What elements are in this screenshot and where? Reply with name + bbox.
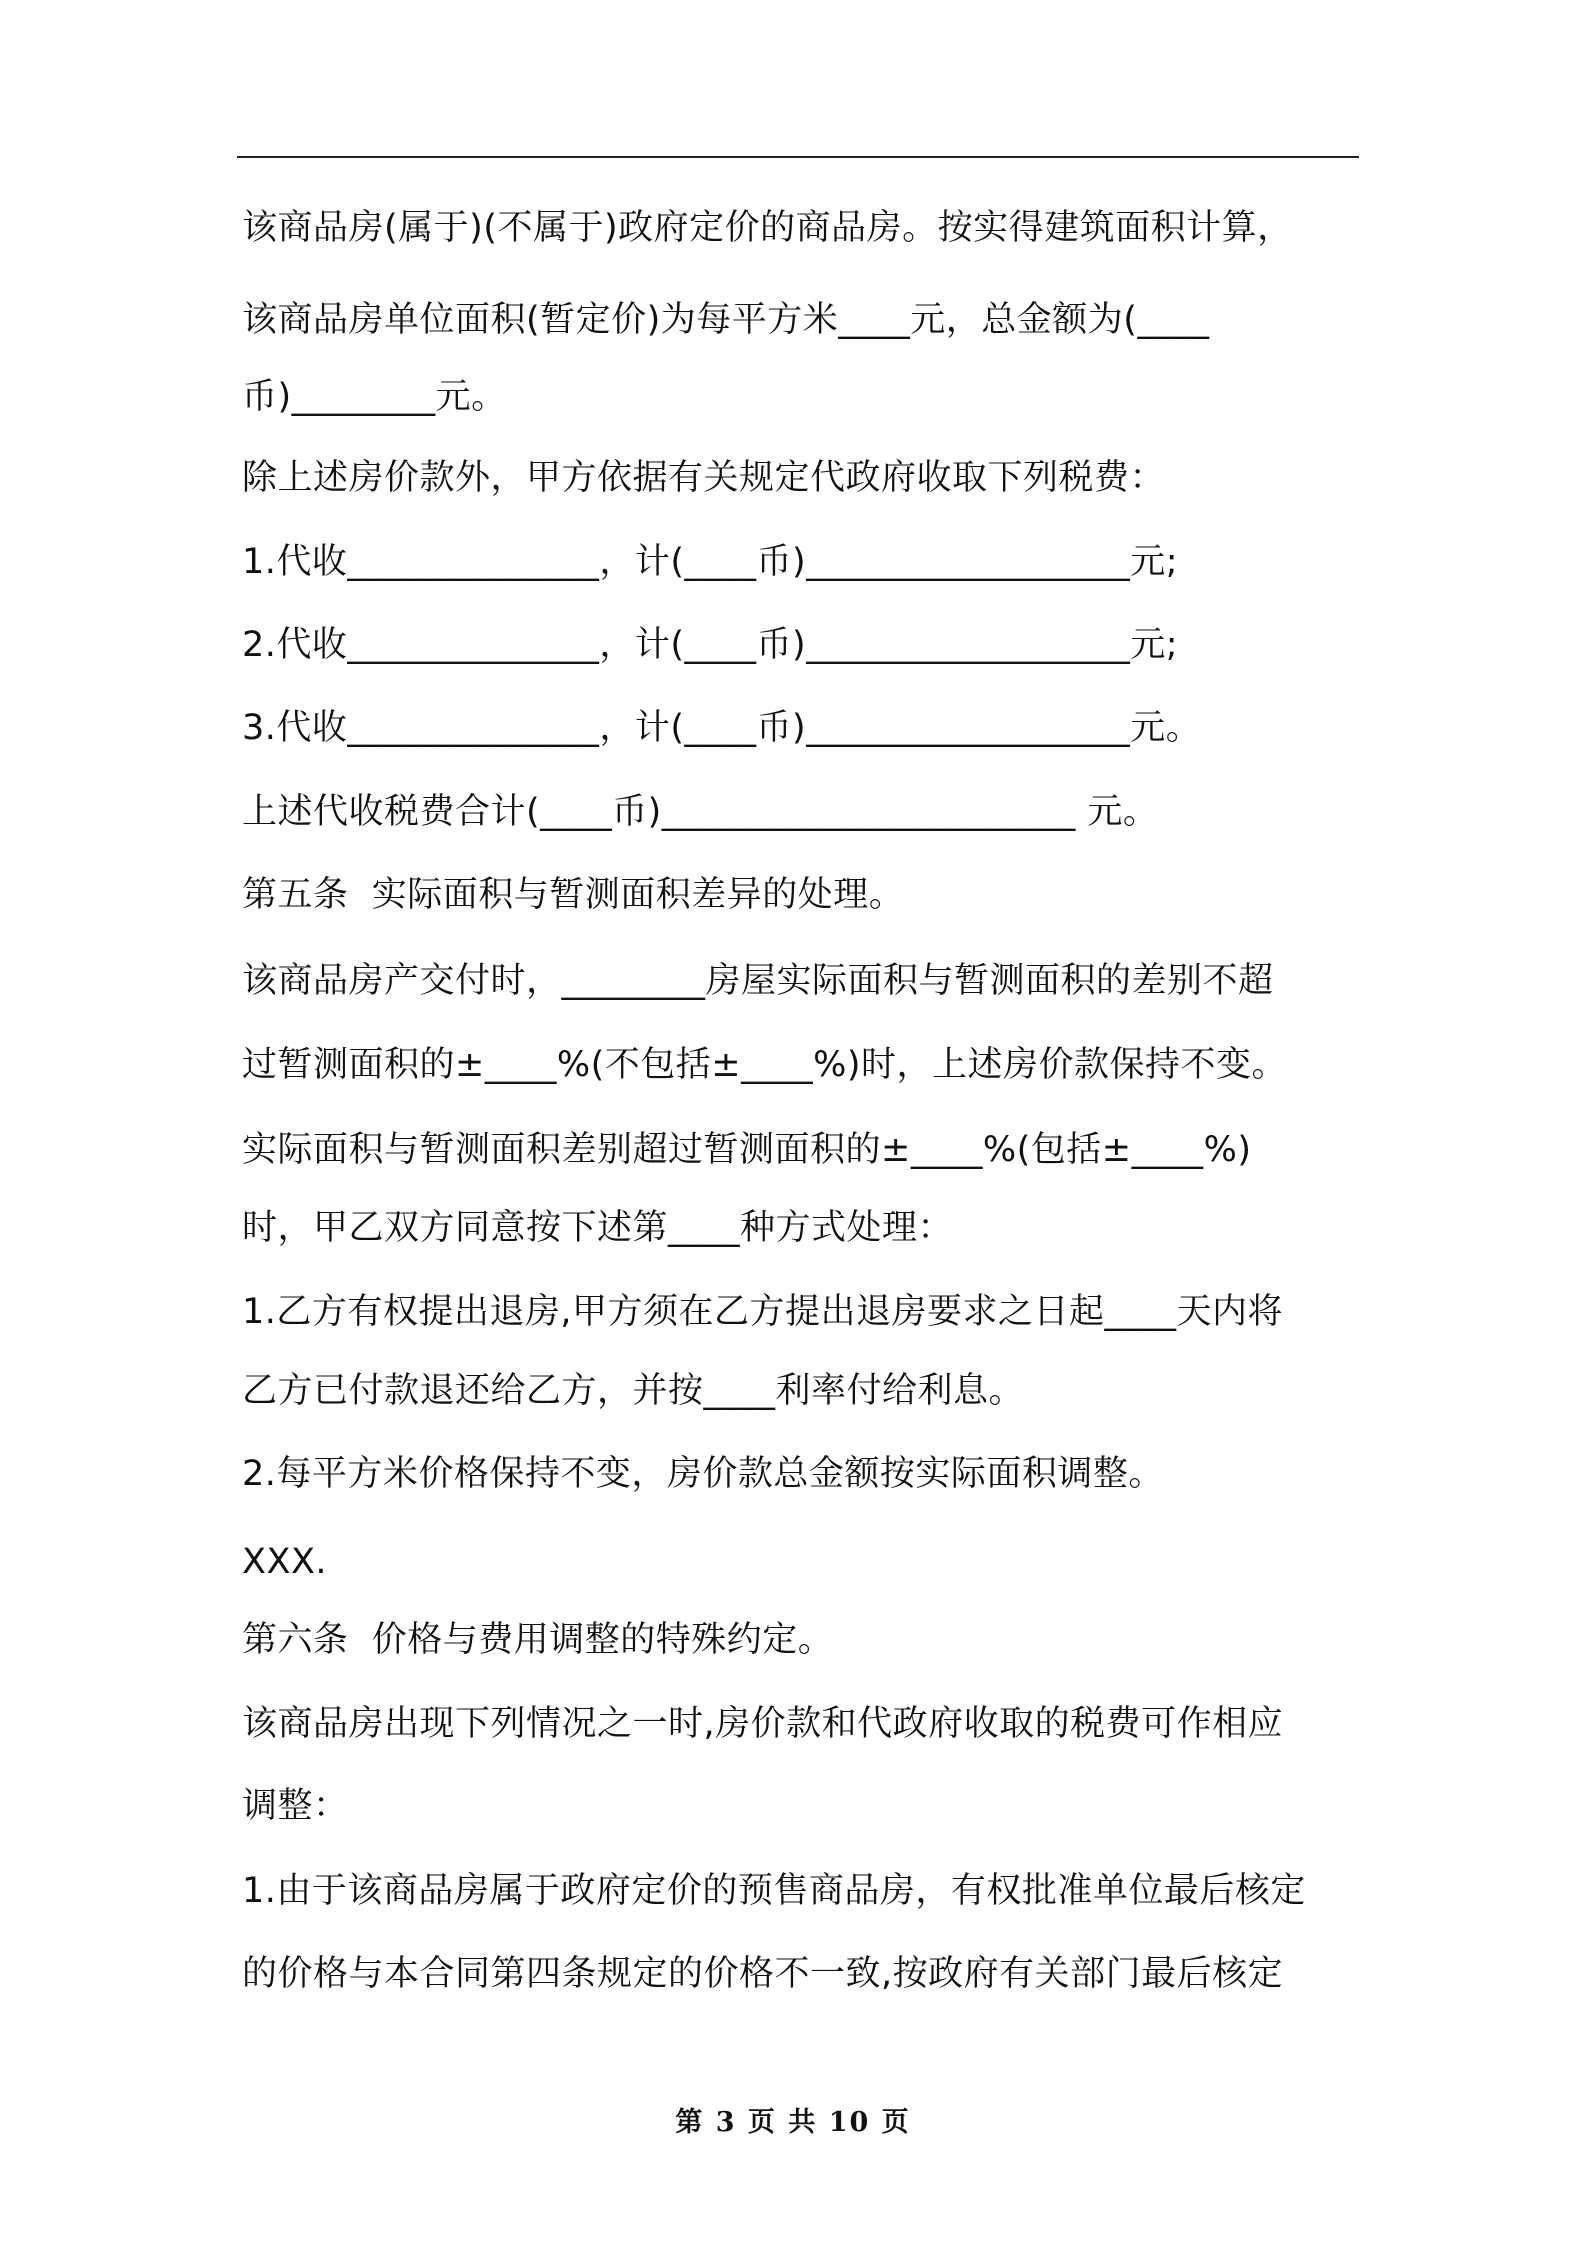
text-line: 1.代收______________，计(____币)__________________元; bbox=[242, 542, 1178, 582]
text-line: 1.乙方有权提出退房,甲方须在乙方提出退房要求之日起____天内将 bbox=[242, 1292, 1284, 1332]
text-line: 2.每平方米价格保持不变，房价款总金额按实际面积调整。 bbox=[242, 1454, 1164, 1494]
page-number-footer: 第 3 页 共 10 页 bbox=[675, 2107, 911, 2138]
text-line: 时，甲乙双方同意按下述第____种方式处理： bbox=[242, 1208, 954, 1248]
text-line: 2.代收______________，计(____币)__________________元; bbox=[242, 625, 1178, 665]
text-line: 该商品房出现下列情况之一时,房价款和代政府收取的税费可作相应 bbox=[242, 1704, 1284, 1744]
text-line: 上述代收税费合计(____币)_______________________ 元。 bbox=[242, 792, 1159, 832]
text-line: 1.由于该商品房属于政府定价的预售商品房，有权批准单位最后核定 bbox=[242, 1871, 1306, 1911]
text-line: 乙方已付款退还给乙方，并按____利率付给利息。 bbox=[242, 1371, 1025, 1411]
text-line: 除上述房价款外，甲方依据有关规定代政府收取下列税费： bbox=[242, 458, 1166, 498]
text-line: 币)________元。 bbox=[242, 377, 507, 417]
text-line: 3.代收______________，计(____币)__________________元。 bbox=[242, 708, 1202, 748]
text-line: 的价格与本合同第四条规定的价格不一致,按政府有关部门最后核定 bbox=[242, 1954, 1284, 1994]
header-rule bbox=[237, 156, 1359, 158]
text-line: 该商品房产交付时，________房屋实际面积与暂测面积的差别不超 bbox=[242, 961, 1274, 1001]
text-line: 调整： bbox=[242, 1786, 349, 1826]
text-line: XXX. bbox=[242, 1542, 328, 1582]
text-line: 该商品房(属于)(不属于)政府定价的商品房。按实得建筑面积计算， bbox=[242, 208, 1293, 248]
text-line: 第六条 价格与费用调整的特殊约定。 bbox=[242, 1620, 834, 1660]
text-line: 第五条 实际面积与暂测面积差异的处理。 bbox=[242, 875, 905, 915]
text-line: 该商品房单位面积(暂定价)为每平方米____元，总金额为(____ bbox=[242, 300, 1210, 340]
text-line: 实际面积与暂测面积差别超过暂测面积的±____%(包括±____%) bbox=[242, 1130, 1252, 1170]
text-line: 过暂测面积的±____%(不包括±____%)时，上述房价款保持不变。 bbox=[242, 1045, 1287, 1085]
